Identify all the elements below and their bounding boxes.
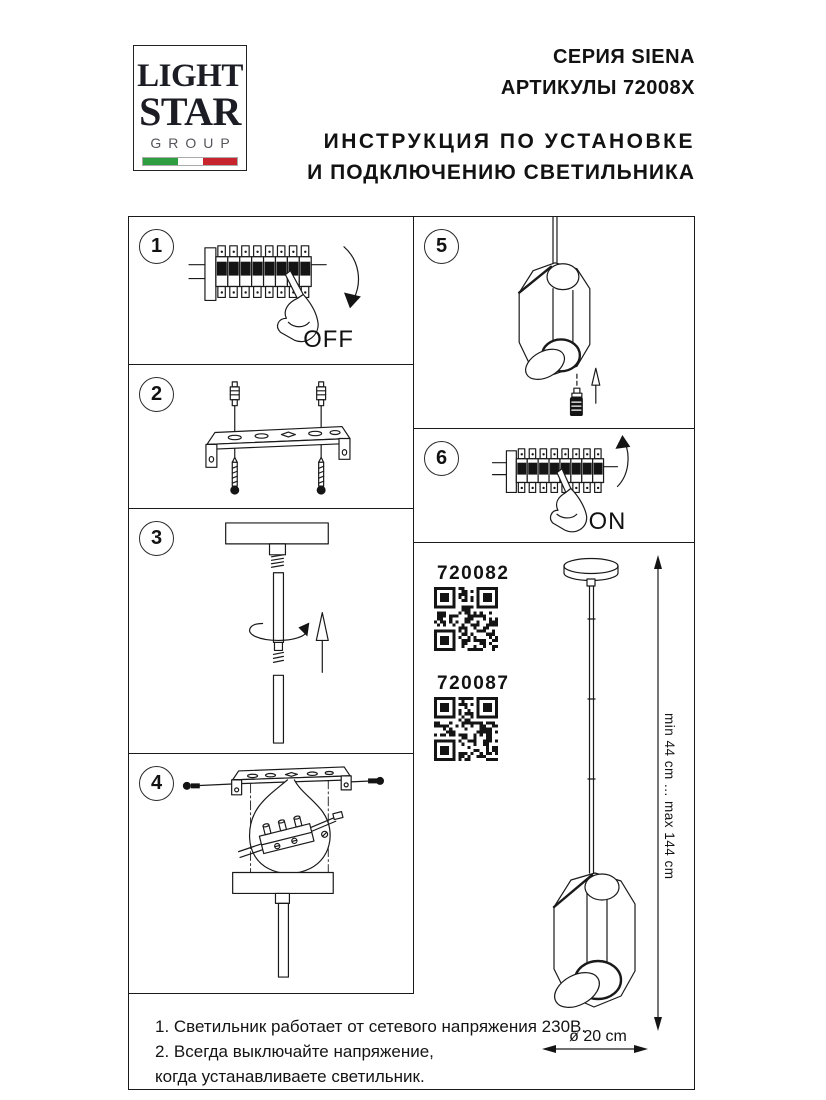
up-arrow-icon (316, 613, 328, 673)
header-titles (265, 42, 695, 188)
off-label: OFF (303, 326, 354, 354)
note-line-1: 1. Светильник работает от сетевого напряжения 230В. (155, 1017, 587, 1036)
diameter-dimension-label: ø 20 cm (569, 1028, 627, 1045)
detail-balloon (250, 780, 331, 874)
step-panel-6 (414, 429, 694, 543)
step-panel-4 (129, 754, 414, 994)
note-line-2: 2. Всегда выключайте напряжение, (155, 1042, 434, 1061)
step-panel-5 (414, 217, 694, 429)
logo-word-light: LIGHT (137, 58, 243, 94)
screw-icon (230, 457, 325, 494)
logo-word-star: STAR (139, 89, 241, 134)
up-arrow-icon (592, 368, 600, 403)
step-number-2: 2 (139, 377, 174, 412)
article-number-720087: 720087 (437, 673, 510, 694)
step-panel-2 (129, 365, 414, 509)
step-panel-1 (129, 217, 414, 365)
on-label: ON (588, 508, 627, 536)
step-number-6: 6 (424, 441, 459, 476)
flag-white-stripe (178, 158, 203, 165)
logo-word-group: GROUP (150, 135, 237, 151)
safety-notes (155, 1014, 586, 1089)
height-dimension-arrow (654, 555, 662, 1031)
article-number-720082: 720082 (437, 563, 510, 584)
lightstar-logo (133, 45, 247, 171)
step-number-5: 5 (424, 229, 459, 264)
lamp-shade (519, 263, 590, 386)
product-info-panel (414, 543, 694, 1088)
note-line-3: когда устанавливаете светильник. (155, 1067, 425, 1086)
italian-flag-icon (142, 157, 238, 166)
breaker-on-illustration (414, 429, 694, 542)
curved-arrow-down-icon (344, 247, 361, 309)
step-number-3: 3 (139, 521, 174, 556)
step-number-4: 4 (139, 766, 174, 801)
instruction-figure (128, 216, 695, 1090)
qr-code-720087 (434, 697, 498, 761)
step-number-1: 1 (139, 229, 174, 264)
instruction-heading (265, 126, 695, 188)
series-title: СЕРИЯ SIENA (552, 46, 695, 68)
curved-arrow-up-icon (615, 435, 630, 487)
heading-line-2: И ПОДКЛЮЧЕНИЮ СВЕТИЛЬНИКА (307, 161, 695, 184)
bulb-icon (570, 388, 583, 416)
qr-code-720082 (434, 587, 498, 651)
step-panel-3 (129, 509, 414, 754)
ceiling-bracket (206, 427, 350, 468)
articles-title: АРТИКУЛЫ 72008X (500, 77, 695, 99)
heading-line-1: ИНСТРУКЦИЯ ПО УСТАНОВКЕ (323, 130, 695, 153)
lamp-shade (549, 873, 635, 1015)
height-dimension-label: min 44 cm ... max 144 cm (662, 713, 677, 880)
flag-green-stripe (143, 158, 178, 165)
flag-red-stripe (203, 158, 237, 165)
thread-icon (271, 555, 283, 567)
wall-anchor-icon (230, 382, 325, 406)
